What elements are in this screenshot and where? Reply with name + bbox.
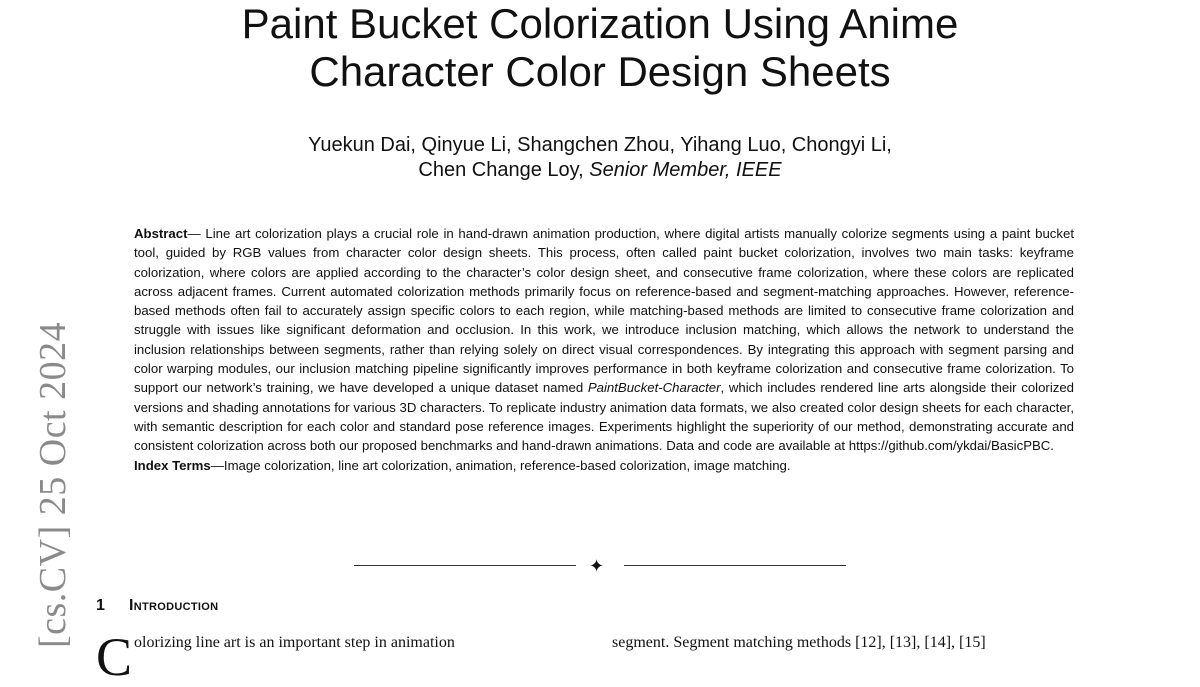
abstract-label: Abstract (134, 226, 188, 241)
arxiv-side-stamp (28, 312, 78, 648)
section-number: 1 (96, 597, 106, 614)
body-column-left (96, 627, 596, 687)
body-left-text: olorizing line art is an important step in animation (134, 634, 455, 651)
author-list (0, 133, 1200, 183)
drop-cap: C (96, 627, 133, 687)
abstract-text-part-2: , which includes rendered line arts alongside their colorized versions and shading annotations for various 3D characters. To replicate industry animation data formats, we also created color design sheets for each character, with semantic description for each color and standard pose reference images. Experiments highlight the superiority of our method, demonstrating accurate and consistent colorization across both our proposed benchmarks and hand-drawn animations. Data and code are available at https://github.com/ykdai/BasicPBC. (134, 380, 1075, 454)
divider-rule-right (624, 565, 846, 566)
author-membership: Senior Member, IEEE (589, 159, 782, 181)
authors-line-1: Yuekun Dai, Qinyue Li, Shangchen Zhou, Yihang Luo, Chongyi Li, (308, 134, 892, 156)
body-right-text: segment. Segment matching methods [12], [13], [14], [15] (612, 634, 986, 651)
dataset-name: PaintBucket-Character (587, 380, 721, 396)
index-terms-paragraph (134, 456, 1074, 475)
body-column-right (612, 628, 1112, 651)
abstract-block (134, 224, 1074, 475)
arxiv-stamp-text: [cs.CV] 25 Oct 2024 (32, 321, 74, 648)
section-divider (354, 558, 846, 574)
paper-title (0, 0, 1200, 96)
divider-diamond-icon: ✦ (589, 556, 605, 576)
section-name: Introduction (129, 597, 219, 614)
section-heading-introduction (96, 596, 218, 616)
author-name-loy: Chen Change Loy, (418, 159, 584, 181)
divider-rule-left (354, 565, 576, 566)
title-line-1: Paint Bucket Colorization Using Anime (241, 0, 959, 47)
index-terms-text: —Image colorization, line art colorization, animation, reference-based colorization, image matching. (210, 457, 791, 473)
index-terms-label: Index Terms (134, 457, 211, 473)
title-line-2: Character Color Design Sheets (309, 48, 891, 95)
authors-line-2 (0, 158, 1200, 183)
abstract-text-part-1: — Line art colorization plays a crucial role in hand-drawn animation production, where digital artists manually colorize segments using a paint bucket tool, guided by RGB values from character color design sheets. This process, often called paint bucket colorization, involves two main tasks: keyframe colorization, where colors are applied according to the character’s color design sheet, and consecutive frame colorization, where these colors are replicated across adjacent frames. Current automated colorization methods primarily focus on reference-based and segment-matching approaches. However, reference-based methods often fail to accurately assign specific colors to each region, while matching-based methods are limited to consecutive frame colorization and struggle with issues like significant deformation and occlusion. In this work, we introduce inclusion matching, which allows the network to understand the inclusion relationships between segments, rather than relying solely on direct visual correspondences. By integrating this approach with segment parsing and color warping modules, our inclusion matching pipeline significantly improves performance in both keyframe colorization and consecutive frame colorization. To support our network’s training, we have developed a unique dataset named (134, 226, 1074, 396)
abstract-paragraph (134, 224, 1074, 456)
